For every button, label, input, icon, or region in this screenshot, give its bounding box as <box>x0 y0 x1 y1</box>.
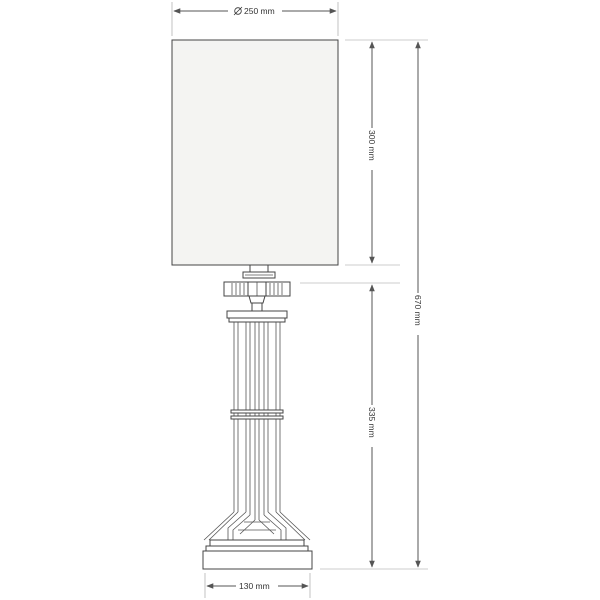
lamp-neck <box>249 296 265 311</box>
dimension-base-width <box>207 580 308 592</box>
base-width-label: 130 mm <box>239 581 270 591</box>
column-top-cap <box>227 311 287 322</box>
lamp-collar <box>224 282 290 296</box>
dimension-total-height <box>412 42 424 567</box>
total-height-label: 670 mm <box>413 295 423 326</box>
lamp-shade <box>172 40 338 265</box>
column-ring <box>231 410 283 419</box>
shade-diameter-label: 250 mm <box>244 6 275 16</box>
dimension-shade-height <box>366 42 378 263</box>
dimension-shade-diameter <box>174 5 336 17</box>
shade-height-label: 300 mm <box>367 130 377 161</box>
lamp-base <box>203 540 312 569</box>
dimension-base-height <box>366 285 378 567</box>
lamp-socket <box>243 265 275 278</box>
column-rods <box>234 322 280 520</box>
flared-legs <box>204 512 310 542</box>
base-height-label: 335 mm <box>367 407 377 438</box>
